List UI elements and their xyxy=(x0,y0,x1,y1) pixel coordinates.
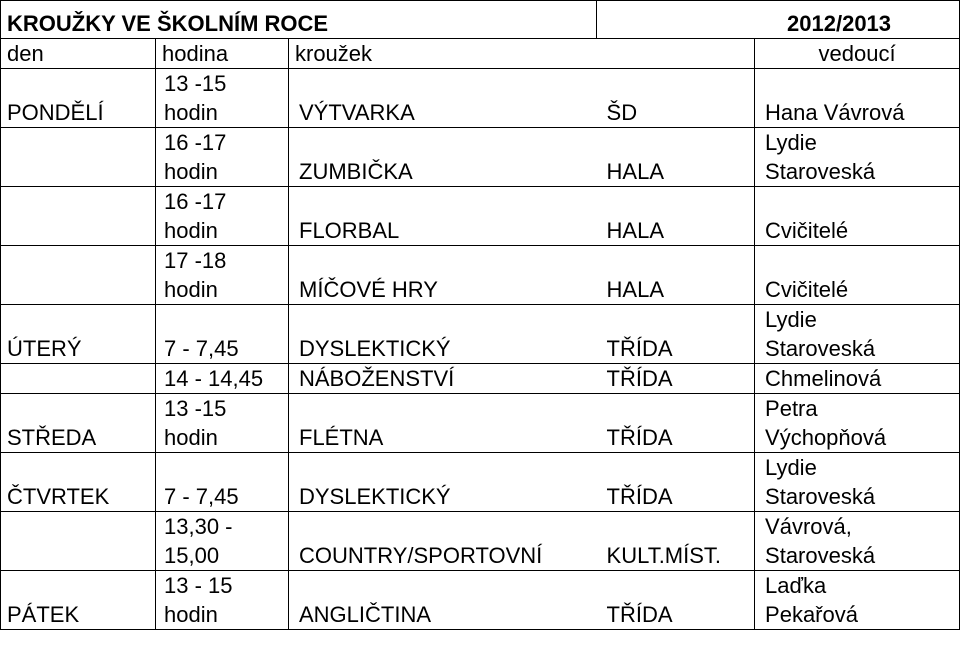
time-cell xyxy=(156,453,289,512)
activity-cell xyxy=(289,187,597,246)
leader-line-2: Chmelinová xyxy=(765,366,882,391)
day-cell xyxy=(1,571,156,630)
activity-cell xyxy=(289,394,597,453)
page-title: KROUŽKY VE ŠKOLNÍM ROCE xyxy=(1,1,597,39)
day-label: STŘEDA xyxy=(7,425,97,450)
place-name: TŘÍDA xyxy=(606,602,673,627)
day-cell xyxy=(1,187,156,246)
leader-cell xyxy=(755,364,960,394)
time-cell xyxy=(156,364,289,394)
time-line-1: 16 -17 xyxy=(164,189,227,214)
time-line-2: hodin xyxy=(164,218,218,243)
day-cell xyxy=(1,69,156,128)
activity-cell xyxy=(289,305,597,364)
time-line-2: 7 - 7,45 xyxy=(164,484,239,509)
place-name: TŘÍDA xyxy=(606,366,673,391)
table-row xyxy=(1,69,960,128)
leader-cell xyxy=(755,512,960,571)
table-row xyxy=(1,512,960,571)
place-name: TŘÍDA xyxy=(606,484,673,509)
place-cell xyxy=(597,305,755,364)
column-header-row xyxy=(1,39,960,69)
place-name: HALA xyxy=(606,218,665,243)
table-row xyxy=(1,453,960,512)
day-cell xyxy=(1,128,156,187)
time-line-1: 13,30 - xyxy=(164,514,233,539)
time-line-2: 7 - 7,45 xyxy=(164,336,239,361)
activity-name: NÁBOŽENSTVÍ xyxy=(299,366,455,391)
time-cell xyxy=(156,305,289,364)
day-label: PÁTEK xyxy=(7,602,80,627)
leader-cell xyxy=(755,128,960,187)
column-header-misto xyxy=(597,39,755,69)
table-row xyxy=(1,571,960,630)
time-line-2: hodin xyxy=(164,425,218,450)
leader-cell xyxy=(755,394,960,453)
time-cell xyxy=(156,246,289,305)
time-cell xyxy=(156,69,289,128)
column-header-hodina: hodina xyxy=(156,39,289,69)
leader-line-1: Laďka xyxy=(765,573,827,598)
leader-line-2: Staroveská xyxy=(765,159,876,184)
time-cell xyxy=(156,512,289,571)
place-name: HALA xyxy=(606,277,665,302)
place-cell xyxy=(597,128,755,187)
leader-line-1: Vávrová, xyxy=(765,514,852,539)
activity-name: DYSLEKTICKÝ xyxy=(299,336,451,361)
leader-line-2: Staroveská xyxy=(765,543,876,568)
activity-cell xyxy=(289,364,597,394)
place-cell xyxy=(597,453,755,512)
place-name: TŘÍDA xyxy=(606,425,673,450)
leader-line-1: Lydie xyxy=(765,130,817,155)
leader-line-2: Výchopňová xyxy=(765,425,887,450)
column-header-den: den xyxy=(1,39,156,69)
day-label: PONDĚLÍ xyxy=(7,100,104,125)
activity-name: ANGLIČTINA xyxy=(299,602,432,627)
place-name: KULT.MÍST. xyxy=(606,543,722,568)
place-cell xyxy=(597,364,755,394)
leader-line-2: Staroveská xyxy=(765,336,876,361)
leader-line-2: Hana Vávrová xyxy=(765,100,905,125)
activity-name: FLORBAL xyxy=(299,218,400,243)
table-row xyxy=(1,187,960,246)
table-row xyxy=(1,364,960,394)
activity-name: FLÉTNA xyxy=(299,425,384,450)
day-label: ÚTERÝ xyxy=(7,336,82,361)
activity-cell xyxy=(289,246,597,305)
place-cell xyxy=(597,69,755,128)
day-cell xyxy=(1,246,156,305)
time-line-1: 13 -15 xyxy=(164,396,227,421)
time-line-2: 14 - 14,45 xyxy=(164,366,264,391)
activity-name: ZUMBIČKA xyxy=(299,159,413,184)
time-cell xyxy=(156,394,289,453)
column-header-vedouci: vedoucí xyxy=(755,39,960,69)
day-cell xyxy=(1,305,156,364)
activity-cell xyxy=(289,453,597,512)
leader-cell xyxy=(755,453,960,512)
place-name: TŘÍDA xyxy=(606,336,673,361)
leader-line-2: Cvičitelé xyxy=(765,277,849,302)
table-row xyxy=(1,305,960,364)
activity-cell xyxy=(289,571,597,630)
place-cell xyxy=(597,246,755,305)
activity-cell xyxy=(289,512,597,571)
time-cell xyxy=(156,187,289,246)
time-cell xyxy=(156,571,289,630)
leader-cell xyxy=(755,69,960,128)
school-year: 2012/2013 xyxy=(597,1,960,39)
time-line-1: 16 -17 xyxy=(164,130,227,155)
day-label: ČTVRTEK xyxy=(7,484,110,509)
leader-line-1: Petra xyxy=(765,396,818,421)
place-cell xyxy=(597,187,755,246)
place-name: HALA xyxy=(606,159,665,184)
time-line-2: hodin xyxy=(164,277,218,302)
activity-name: MÍČOVÉ HRY xyxy=(299,277,438,302)
time-line-2: hodin xyxy=(164,159,218,184)
time-line-2: hodin xyxy=(164,602,218,627)
activity-cell xyxy=(289,69,597,128)
time-line-1: 13 - 15 xyxy=(164,573,233,598)
time-line-1: 17 -18 xyxy=(164,248,227,273)
activity-cell xyxy=(289,128,597,187)
time-line-2: 15,00 xyxy=(164,543,220,568)
time-line-1: 13 -15 xyxy=(164,71,227,96)
leader-line-2: Cvičitelé xyxy=(765,218,849,243)
place-cell xyxy=(597,571,755,630)
leader-line-2: Pekařová xyxy=(765,602,858,627)
time-line-2: hodin xyxy=(164,100,218,125)
activity-name: VÝTVARKA xyxy=(299,100,415,125)
day-cell xyxy=(1,364,156,394)
table-row xyxy=(1,394,960,453)
time-cell xyxy=(156,128,289,187)
column-header-krouzek: kroužek xyxy=(289,39,597,69)
activity-name: DYSLEKTICKÝ xyxy=(299,484,451,509)
day-cell xyxy=(1,512,156,571)
table-row xyxy=(1,128,960,187)
table-row xyxy=(1,246,960,305)
header-row xyxy=(1,1,960,39)
leader-cell xyxy=(755,571,960,630)
place-name: ŠD xyxy=(606,100,638,125)
leader-cell xyxy=(755,305,960,364)
leader-line-1: Lydie xyxy=(765,455,817,480)
leader-line-2: Staroveská xyxy=(765,484,876,509)
place-cell xyxy=(597,394,755,453)
leader-cell xyxy=(755,187,960,246)
activity-name: COUNTRY/SPORTOVNÍ xyxy=(299,543,543,568)
place-cell xyxy=(597,512,755,571)
leader-cell xyxy=(755,246,960,305)
day-cell xyxy=(1,394,156,453)
day-cell xyxy=(1,453,156,512)
leader-line-1: Lydie xyxy=(765,307,817,332)
